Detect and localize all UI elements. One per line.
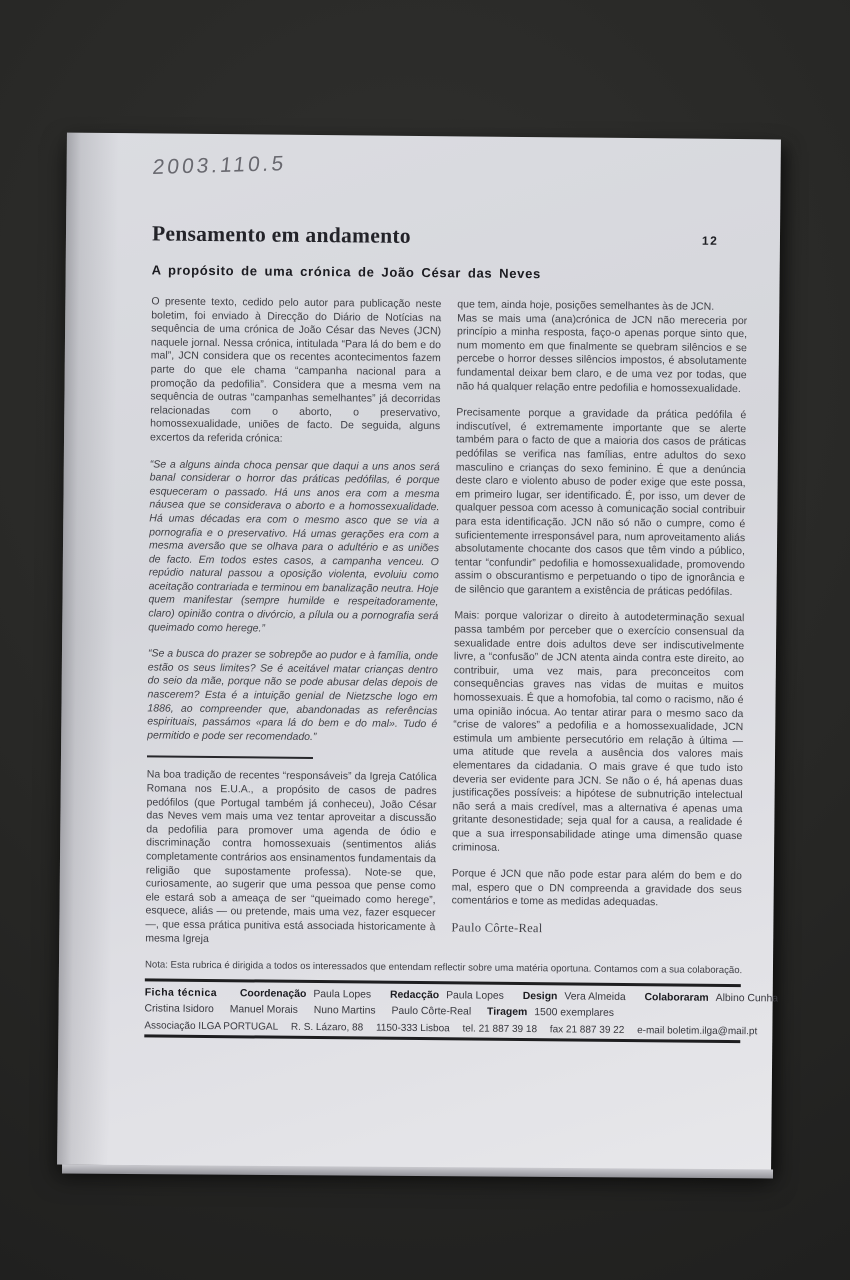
ficha-value: Albino Cunha [715,992,779,1005]
fax-number: fax 21 887 39 22 [549,1023,625,1036]
ficha-label: Redacção [389,989,440,1002]
email-address: e-mail boletim.ilga@mail.pt [637,1024,758,1037]
collaborator-name: Manuel Morais [229,1004,298,1017]
paragraph-gravity: Precisamente porque a gravidade da prática pedófila é indiscutível, é extremamente importante que se alerte também para o facto de que a maioria dos casos de práticas pedófilas se verifica nas famílias, entre adultos do sexo masculino e crianças do sexo feminino. É que a denúncia deste claro e violento abuso de poder exige que este possa, em primeiro lugar, ser identificado. É, por isso, um dever de qualquer pessoa com acesso à comunicação social contribuir para esta identificação. JCN não só não o cumpre, como é suficientemente irresponsável para, num aproveitamento aliás absolutamente chocante dos casos que têm vindo a público, tentar “confundir” pedofilia e homossexualidade, promovendo assim o obscurantismo e perpetuando o tipo de ignorância e de silêncio que garantem a existência de práticas pedófilas. [454,406,747,598]
page-number: 12 [701,233,719,248]
paragraph-closing: Porque é JCN que não pode estar para além do bem e do mal, espero que o DN compreenda a gravidade dos seus comentários e tome as medidas adequadas. [451,867,742,909]
ficha-value: Vera Almeida [564,991,626,1003]
article-body [145,295,747,959]
ficha-entry [487,1007,614,1019]
paragraph-commentary: Na boa tradição de recentes “responsáveis” da Igreja Católica Romana nos E.U.A., a propósito de casos de padres pedófilos (que Portugal também já conheceu), João César das Neves vem mais uma vez tentar aproveitar a discussão da pedofilia para promover uma agenda de ódio e discriminação contra homossexuais (sentimentos aliás completamente contrários aos ensinamentos fundamentais da religião que supostamente professa). Note-se que, curiosamente, ao sugerir que uma pessoa que pense como ele estará sob a ameaça de ser “queimado como herege”, esquece, aliás — ou pretende, mais uma vez, fazer esquecer —, que essa prática punitiva está associada historicamente à mesma Igreja [145,768,437,945]
article-headline: A propósito de uma crónica de João César das Neves [151,262,542,282]
quote-paragraph-1: “Se a alguns ainda choca pensar que daqui a uns anos será banal considerar o horror das práticas pedófilas, é porque esqueceram o passado. Há uns anos era com a mesma náusea que se considerava o aborto e a homossexualidade. Há umas décadas era com o mesmo asco que se via a pornografia e o preservativo. Há umas gerações era com a mesma aversão que se olhava para o adultério e as uniões de facto. Em todos estes casos, a campanha venceu. O repúdio natural passou a oposição violenta, evoluiu como aceitação contrariada e terminou em banalização neutra. Hoje quem manifestar (sempre humilde e respeitadoramente, claro) opinião contra o divórcio, a pílula ou a pornografia será queimado como herege.” [148,457,440,635]
collaborator-name: Nuno Martins [313,1005,376,1017]
ficha-label: Design [522,991,558,1003]
bulletin-page [57,133,781,1172]
ficha-value: Paula Lopes [446,990,504,1002]
ficha-entry [523,991,626,1003]
ficha-title: Ficha técnica [144,987,218,1000]
collaborator-name: Paulo Côrte-Real [391,1006,472,1018]
ficha-entry [644,992,778,1004]
ficha-label: Coordenação [239,988,307,1000]
article-right-column [451,298,747,959]
paragraph-response: Mas se mais uma (ana)crónica de JCN não mereceria por princípio a minha resposta, faço-o apenas porque sinto que, num momento em que finalmente se quebram silêncios e se percebe o horror desses silêncios impostos, é absolutamente fundamental deixar bem claro, e de uma vez por todas, que não há qualquer relação entre pedofilia e homossexualidade. [456,311,748,395]
page-header [152,221,748,252]
author-signature: Paulo Côrte-Real [451,920,543,936]
ficha-tecnica [144,985,779,1040]
ficha-entry [390,990,504,1002]
section-divider [147,756,313,760]
ficha-label: Tiragem [487,1006,528,1019]
paragraph-rights: Mais: porque valorizar o direito à autodeterminação sexual passa também por perceber que o exercício consensual da sexualidade entre dois adultos deve ser indiscutivelmente livre, a “confusão” de JCN atenta ainda contra este direito, ao contribuir, uma vez mais, para preconceitos com consequências graves nas vidas de muitas e muitos homossexuais. É que a homofobia, tal como o racismo, não é uma opinião inócua. Ao tentar atirar para o mesmo saco da “crise de valores” a pedofilia e a homossexualidade, JCN estimula um ambiente persecutório em relação à última — uma atitude que revela a ausência dos valores mais elementares da cidadania. O mais grave é que tudo isto deveria ser evidente para JCN. Se não o é, há apenas duas justificações possíveis: a hipótese de subnutrição intelectual não será a mais credível, mas a alternativa é apenas uma gritante desonestidade; seja qual for a causa, a realidade é que a sua irresponsabilidade atinge uma dimensão quase criminosa. [452,609,745,854]
association-name: Associação ILGA PORTUGAL [144,1019,279,1033]
catalog-number-handwritten: 2003.110.5 [151,152,288,180]
paragraph-continuation: que tem, ainda hoje, posições semelhantes às de JCN. [457,298,715,313]
quote-paragraph-2: “Se a busca do prazer se sobrepõe ao pudor e à família, onde estão os seus limites? Se é aceitável matar crianças dentro do seio da mãe, porque não se pode abusar delas depois de nascerem? Esta é a intuição genial de Nietzsche logo em 1886, ao compreender que, abandonadas as referências espirituais, passámos «para lá do bem e do mal». Tudo é permitido e pode ser recomendado.” [147,647,439,743]
ficha-value: 1500 exemplares [534,1007,615,1020]
collaborator-name: Cristina Isidoro [144,1003,214,1016]
article-left-column [145,295,441,956]
ficha-value: Paula Lopes [313,989,372,1001]
editor-note: Nota: Esta rubrica é dirigida a todos os interessados que entendam reflectir sobre uma matéria oportuna. Contamos com a sua colaboração. [144,959,743,977]
ficha-entry [240,988,371,1000]
address-street: R. S. Lázaro, 88 [290,1021,364,1034]
address-city: 1150-333 Lisboa [375,1022,450,1034]
ficha-label: Colaboraram [644,992,709,1004]
phone-number: tel. 21 887 39 18 [462,1023,538,1035]
paragraph-intro: O presente texto, cedido pelo autor para publicação neste boletim, foi enviado à Direcção do Diário de Notícias na sequência de uma crónica de João César das Neves (JCN) naquele jornal. Nessa crónica, intitulada “Para lá do bem e do mal”, JCN considera que os recentes acontecimentos fazem parte do que ele chama “campanha nacional para a promoção da pedofilia”. Considera que a mesma vem na sequência de outras “campanhas semelhantes” já decorridas relacionadas com o aborto, o preservativo, homossexualidade, uniões de facto. De seguida, alguns excertos da referida crónica: [149,295,442,445]
page-title: Pensamento em andamento [151,221,412,248]
